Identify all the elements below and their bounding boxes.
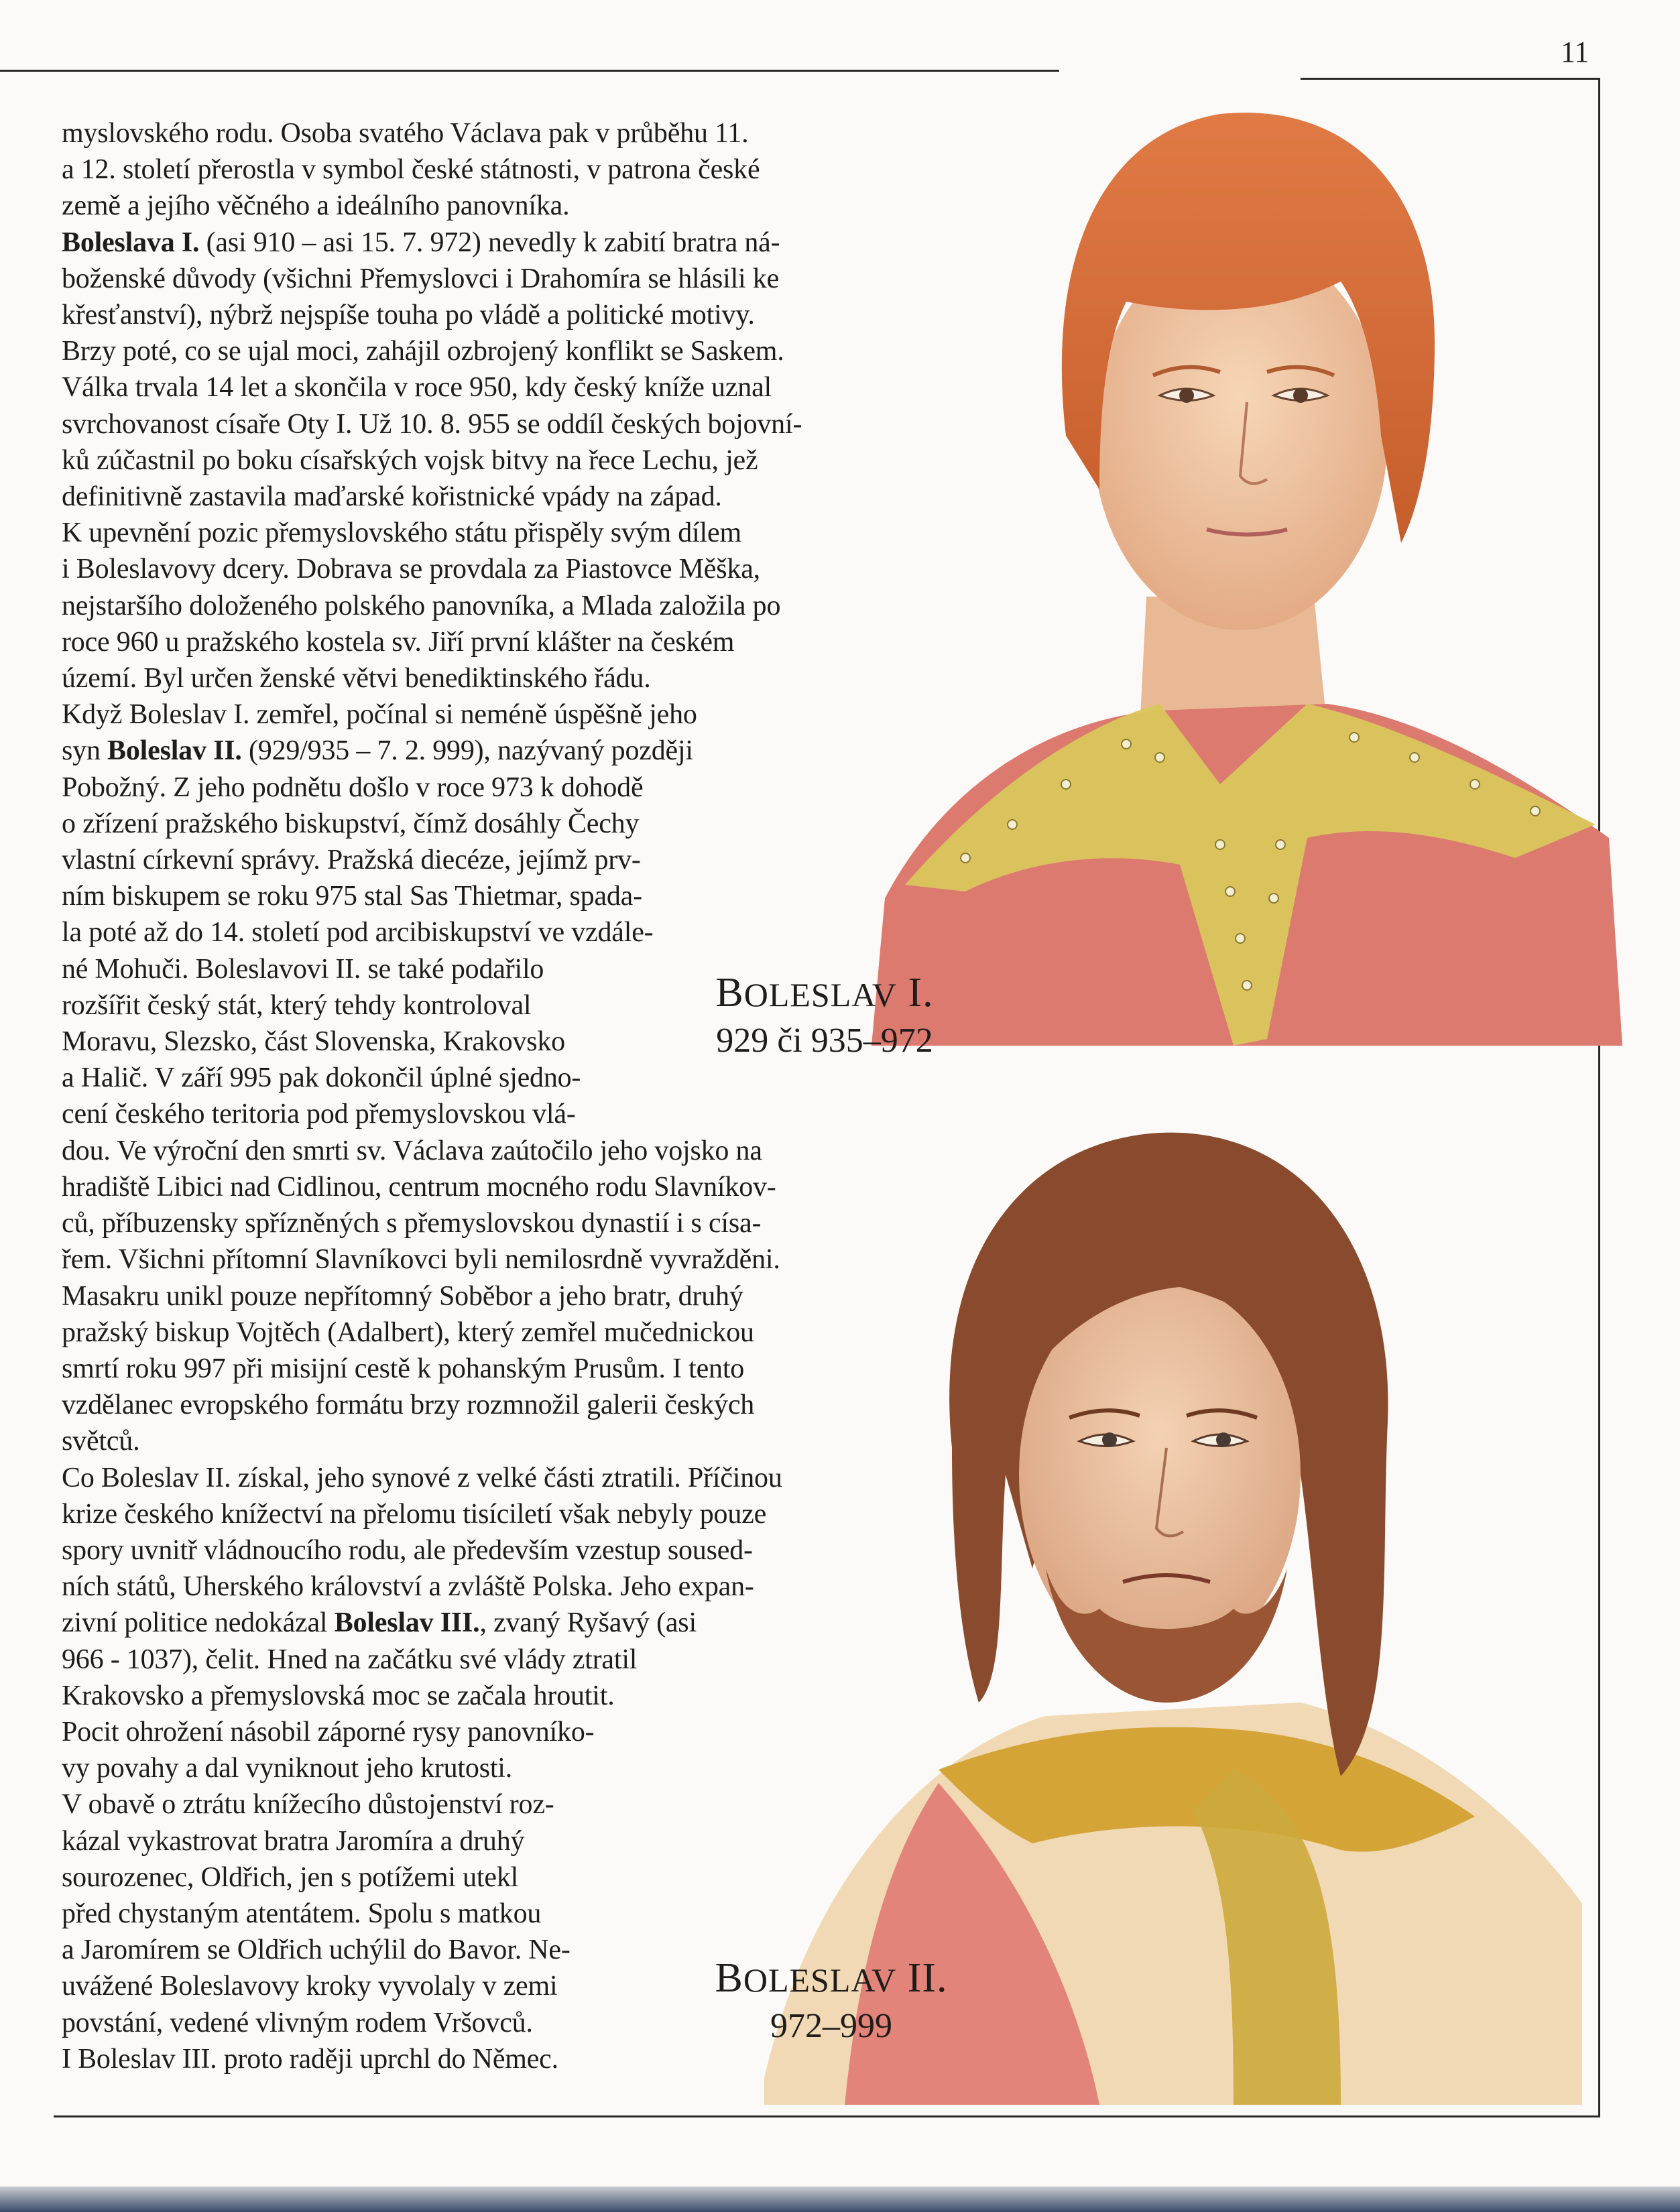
text-line [62,914,893,950]
text-segment: myslovského rodu. Osoba svatého Václava pak v průběhu 11. [62,118,749,149]
text-segment: zivní politice nedokázal [62,1607,335,1639]
text-segment: V obavě o ztrátu knížecího důstojenství roz- [62,1789,554,1821]
text-line [62,261,893,297]
text-line [62,297,893,333]
text-segment: před chystaným atentátem. Spolu s matkou [62,1898,542,1929]
page-edge-shadow [0,2187,1680,2212]
text-line [62,406,893,442]
text-segment: spory uvnitř vládnoucího rodu, ale především vzestup soused- [62,1534,753,1566]
text-segment: cení českého teritoria pod přemyslovskou vlá- [62,1099,576,1130]
text-segment: krize českého knížectví na přelomu tisíciletí však nebyly pouze [62,1498,767,1530]
text-line [62,770,893,806]
caption-name: BOLESLAV I. [715,970,934,1016]
text-segment: vlastní církevní správy. Pražská diecéze, jejímž prv- [62,845,641,876]
text-line [62,479,893,515]
text-segment: ků zúčastnil po boku císařských vojsk bitvy na řece Lechu, jež [62,444,758,476]
text-line [62,733,893,769]
caption-boleslav-1 [684,969,965,1060]
text-line [62,225,893,261]
text-line [62,624,893,660]
text-segment: (asi 910 – asi 15. 7. 972) nevedly k zabití bratra ná- [199,227,780,258]
text-segment: uvážené Boleslavovy kroky vyvolaly v zemi [62,1971,558,2002]
text-line [62,151,893,188]
text-segment: hradiště Libici nad Cidlinou, centrum mocného rodu Slavníkov- [62,1171,776,1203]
text-segment: sourozenec, Oldřich, jen s potížemi utekl [62,1861,519,1893]
caption-years: 972–999 [770,2007,892,2045]
text-segment: Pobožný. Z jeho podnětu došlo v roce 973 k dohodě [62,772,644,803]
text-line [62,369,893,406]
text-segment: ních států, Uherského království a zvláště Polska. Jeho expan- [62,1571,754,1603]
text-segment: a Halič. V září 995 pak dokončil úplné sjedno- [62,1062,581,1094]
bold-name: Boleslav II. [107,735,242,767]
text-segment: ců, příbuzensky spřízněných s přemyslovskou dynastií i s císa- [62,1208,762,1239]
text-segment: Válka trvala 14 let a skončila v roce 950, kdy český kníže uznal [62,372,772,404]
bold-name: Boleslava I. [62,227,200,258]
text-segment: I Boleslav III. proto raději uprchl do Němec. [62,2043,558,2075]
text-line [62,842,893,878]
text-segment: Moravu, Slezsko, část Slovenska, Krakovsko [62,1026,565,1058]
text-segment: rozšířit český stát, který tehdy kontroloval [62,989,532,1021]
text-segment: la poté až do 14. století pod arcibiskupství ve vzdále- [62,917,654,948]
text-line [62,588,893,624]
text-segment: , zvaný Ryšavý (asi [479,1607,697,1639]
text-line [62,333,893,369]
text-segment: né Mohuči. Boleslavovi II. se také podařilo [62,953,544,985]
text-segment: země a jejího věčného a ideálního panovníka. [62,190,570,222]
text-segment: (929/935 – 7. 2. 999), nazývaný později [241,735,693,767]
text-line [62,878,893,914]
text-segment: dou. Ve výroční den smrti sv. Václava zaútočilo jeho vojsko na [62,1135,762,1166]
text-segment: svrchovanost císaře Oty I. Už 10. 8. 955 se oddíl českých bojovní- [62,408,802,440]
text-line [62,1060,893,1096]
text-segment: Pocit ohrožení násobil záporné rysy panovníko- [62,1716,595,1747]
text-segment: definitivně zastavila maďarské kořistnické vpády na západ. [62,481,722,513]
text-line [62,696,893,733]
text-segment: a Jaromírem se Oldřich uchýlil do Bavor. Ne- [62,1934,571,1966]
text-segment: nejstaršího doloženého polského panovníka, a Mlada založila po [62,590,781,621]
text-line [62,515,893,551]
caption-boleslav-2 [691,1955,972,2046]
text-segment: vzdělanec evropského formátu brzy rozmnožil galerii českých [62,1390,755,1421]
text-segment: 966 - 1037), čelit. Hned na začátku své vlády ztratil [62,1644,638,1675]
portrait-boleslav-2 [764,1099,1582,2105]
text-line [62,115,893,151]
text-segment: Když Boleslav I. zemřel, počínal si neméně úspěšně jeho [62,699,697,731]
text-segment: syn [62,735,108,767]
text-segment: řem. Všichni přítomní Slavníkovci byli nemilosrdně vyvražděni. [62,1244,780,1276]
text-segment: pražský biskup Vojtěch (Adalbert), který zemřel mučednickou [62,1316,754,1348]
text-segment: roce 960 u pražského kostela sv. Jiří první klášter na českém [62,626,735,658]
text-segment: křesťanství), nýbrž nejspíše touha po vládě a politické motivy. [62,300,755,331]
text-line [62,660,893,696]
text-segment: Co Boleslav II. získal, jeho synové z velké části ztratili. Příčinou [62,1462,782,1493]
page-number: 11 [1561,36,1589,68]
text-segment: území. Byl určen ženské větvi benediktinského řádu. [62,663,651,694]
bold-name: Boleslav III. [334,1607,480,1639]
text-segment: boženské důvody (všichni Přemyslovci i Drahomíra se hlásili ke [62,263,780,294]
portrait-boleslav-1 [845,60,1622,1046]
text-segment: smrtí roku 997 při misijní cestě k pohanským Prusům. I tento [62,1353,745,1384]
bottom-rule [54,2115,1600,2117]
text-segment: Brzy poté, co se ujal moci, zahájil ozbrojený konflikt se Saskem. [62,336,784,367]
text-segment: a 12. století přerostla v symbol české státnosti, v patrona české [62,154,760,186]
text-segment: ním biskupem se roku 975 stal Sas Thietmar, spada- [62,881,642,912]
text-line [62,806,893,842]
text-segment: o zřízení pražského biskupství, čímž dosáhly Čechy [62,808,640,839]
text-segment: kázal vykastrovat bratra Jaromíra a druhý [62,1825,525,1857]
text-segment: světců. [62,1426,140,1457]
text-segment: i Boleslavovy dcery. Dobrava se provdala za Piastovce Měška, [62,554,760,585]
caption-name: BOLESLAV II. [715,1955,948,2001]
text-segment: povstání, vedené vlivným rodem Vršovců. [62,2007,533,2038]
text-line [62,442,893,479]
text-segment: Krakovsko a přemyslovská moc se začala hroutit. [62,1680,615,1711]
text-segment: vy povahy a dal vyniknout jeho krutosti. [62,1753,513,1784]
text-segment: K upevnění pozic přemyslovského státu přispěly svým dílem [62,517,741,549]
text-segment: Masakru unikl pouze nepřítomný Soběbor a jeho bratr, druhý [62,1280,743,1312]
text-line [62,551,893,587]
text-line [62,188,893,224]
caption-years: 929 či 935–972 [716,1022,933,1060]
